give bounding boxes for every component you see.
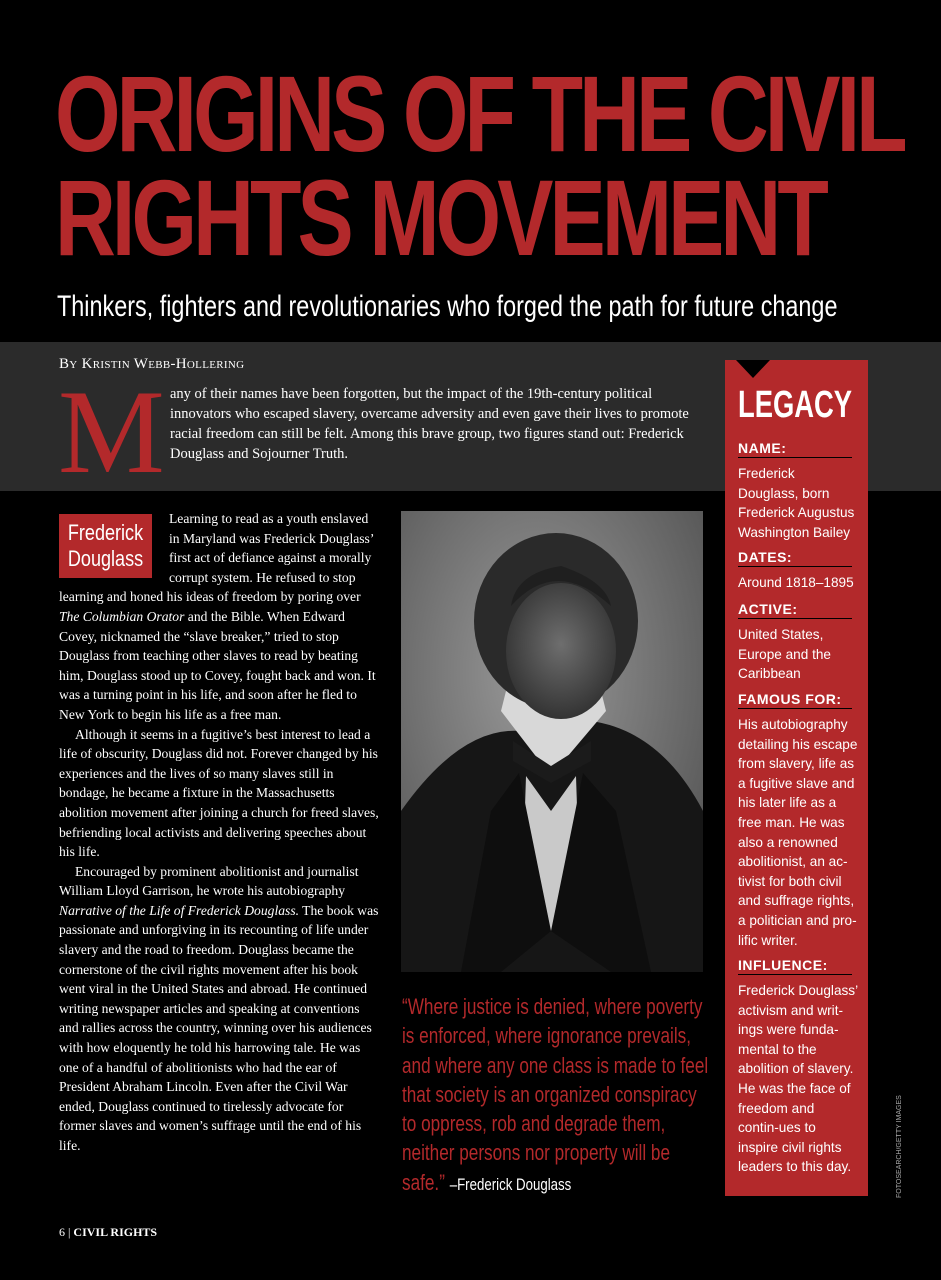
body-p1-text-b: and the Bible. When Edward Covey, nicknamed the “slave breaker,” tried to stop Douglass from teaching other slaves to read by beating him, Douglass stood up to Covey, fought back and won. It was a turning point in his life, and soon after he fled to New York to begin his life as a free man.	[59, 608, 376, 722]
page-number: 6	[59, 1225, 65, 1239]
book-title-columbian-orator: The Columbian Orator	[59, 608, 185, 624]
quote-attribution: –Frederick Douglass	[449, 1174, 572, 1194]
subtitle: Thinkers, fighters and revolutionaries who forged the path for future change	[57, 290, 838, 323]
body-p1-text-a: Learning to read as a youth enslaved in Maryland was Frederick Douglass’ first act of defiance against a morally corrupt system. He refused to stop learning and honed his ideas of freedom by poring over	[59, 511, 374, 605]
footer-section: CIVIL RIGHTS	[73, 1225, 158, 1239]
drop-cap: M	[58, 365, 165, 498]
legacy-active-label: ACTIVE:	[738, 601, 852, 619]
byline: By Kristin Webb-Hollering	[59, 356, 245, 372]
intro-paragraph: any of their names have been forgotten, but the impact of the 19th-century political innovators who escaped slavery, overcame adversity and even gave their lives to promote racial freedom can still be felt. Among this brave group, two figures stand out: Frederick Douglass and Sojourner Truth.	[170, 386, 689, 462]
legacy-title: LEGACY	[738, 384, 853, 426]
footer-separator: |	[68, 1225, 71, 1239]
section-name-line-1: Frederick	[67, 520, 144, 545]
legacy-dates-label: DATES:	[738, 549, 852, 567]
legacy-famous-label: FAMOUS FOR:	[738, 691, 852, 709]
portrait-illustration	[401, 511, 703, 972]
pull-quote	[402, 992, 712, 1199]
section-name-line-2: Douglass	[67, 546, 144, 571]
legacy-influence-value: Frederick Douglass’ activism and writ-ings were funda-mental to the abolition of slavery. He was the face of freedom and contin-ues to inspire civil rights leaders to this day.	[738, 983, 858, 1175]
portrait-photo	[401, 511, 703, 972]
title-line-1: ORIGINS OF THE CIVIL	[55, 53, 904, 174]
legacy-name-label: NAME:	[738, 440, 852, 458]
page-title	[55, 53, 904, 278]
title-line-2: RIGHTS MOVEMENT	[55, 157, 825, 278]
legacy-name-value: Frederick Douglass, born Frederick Augustus Washington Bailey	[738, 466, 855, 540]
legacy-influence-label: INFLUENCE:	[738, 957, 852, 975]
legacy-dates-value: Around 1818–1895	[738, 575, 854, 590]
section-name-box	[59, 514, 152, 578]
legacy-active-value: United States, Europe and the Caribbean	[738, 627, 831, 682]
legacy-sidebar	[725, 360, 868, 1196]
photo-credit: FOTOSEARCH/GETTY IMAGES	[896, 1095, 903, 1198]
book-title-narrative: Narrative of the Life of Frederick Douglass.	[59, 902, 300, 918]
body-paragraph-2: Although it seems in a fugitive’s best interest to lead a life of obscurity, Douglass did not. Forever changed by his experiences and the lives of so many slaves still in bondage, he became a fixture in the Massachusetts abolition movement after joining a church for freed slaves, befriending local activists and delivering speeches about his life.	[59, 726, 379, 860]
legacy-notch	[736, 360, 770, 378]
body-paragraph-3	[59, 862, 379, 1156]
body-p3-text-b: The book was passionate and unforgiving in its recounting of life under slavery and the road to freedom. Douglass became the cornerstone of the civil rights movement after his book went viral in the United States and abroad. He continued writing newspaper articles and speaking at conventions and rallies across the country, winning over his audiences with how eloquently he told his harrowing tale. He was one of a handful of abolitionists who had the ear of President Abraham Lincoln. Even after the Civil War ended, Douglass continued to tirelessly advocate for former slaves and women’s suffrage until the end of his life.	[59, 902, 379, 1153]
body-p3-text-a: Encouraged by prominent abolitionist and journalist William Lloyd Garrison, he wrote his autobiography	[59, 863, 359, 899]
article-body	[59, 509, 379, 1156]
legacy-famous-value: His autobiography detailing his escape from slavery, life as a fugitive slave and his later life as a free man. He was also a renowned abolitionist, an ac-tivist for both civil and suffrage rights, a politician and pro-lific writer.	[738, 717, 858, 948]
page-footer	[59, 1225, 157, 1240]
quote-text: “Where justice is denied, where poverty is enforced, where ignorance prevails, and where any one class is made to feel that society is an organized conspiracy to oppress, rob and degrade them, neither persons nor property will be safe.”	[402, 994, 709, 1195]
